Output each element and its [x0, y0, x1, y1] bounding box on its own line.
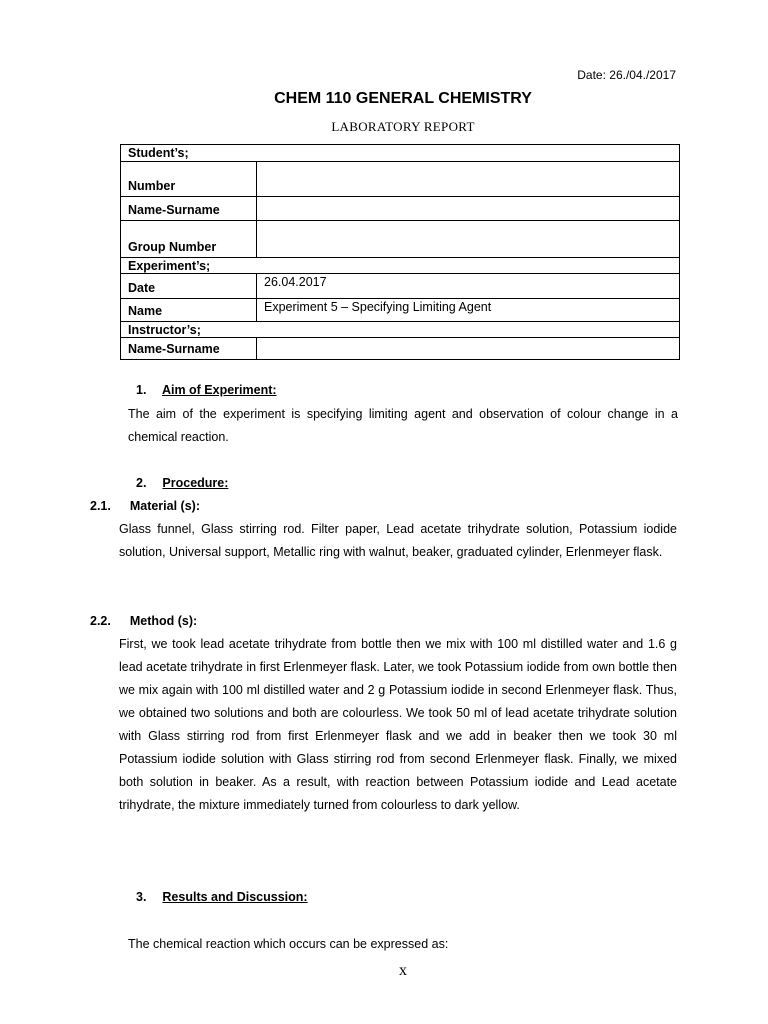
date-label: Date [121, 274, 257, 299]
experiments-label: Experiment’s; [121, 258, 680, 274]
aim-text: The aim of the experiment is specifying limiting agent and observation of colour change in a chemical reaction. [128, 407, 678, 444]
name-surname-label: Name-Surname [121, 197, 257, 221]
student-info-table [120, 144, 680, 360]
instructors-group-row [121, 322, 680, 338]
procedure-heading [136, 476, 228, 490]
group-number-value [257, 221, 680, 258]
footer-mark: x [399, 962, 407, 979]
method-text: First, we took lead acetate trihydrate from bottle then we mix with 100 ml distilled water and 1.6 g lead acetate trihydrate in first Erlenmeyer flask. Later, we took Potassium iodide from own bottle then we mix again with 100 ml distilled water and 2 g Potassium iodide in second Erlenmeyer flask. Thus, we obtained two solutions and both are colourless. We took 50 ml of lead acetate trihydrate solution with Glass stirring rod from first Erlenmeyer flask and we add in beaker then we took 30 ml Potassium iodide solution with Glass stirring rod from second Erlenmeyer flask. Finally, we mixed both solution in beaker. As a result, with reaction between Potassium iodide and Lead acetate trihydrate, the mixture immediately turned from colourless to dark yellow. [119, 637, 677, 812]
number-value [257, 162, 680, 197]
method-heading [90, 614, 197, 628]
experiment-name-value: Experiment 5 – Specifying Limiting Agent [257, 299, 680, 322]
procedure-number: 2. [136, 476, 147, 490]
group-number-row [121, 221, 680, 258]
number-label: Number [121, 162, 257, 197]
materials-number: 2.1. [90, 499, 111, 513]
report-subtitle: LABORATORY REPORT [331, 119, 475, 134]
results-title: Results and Discussion: [162, 890, 308, 904]
instructor-name-value [257, 338, 680, 360]
procedure-title: Procedure: [162, 476, 229, 490]
aim-title: Aim of Experiment: [161, 383, 277, 397]
method-title: Method (s): [129, 614, 198, 628]
materials-title: Material (s): [129, 499, 200, 513]
instructor-name-label: Name-Surname [121, 338, 257, 360]
results-text: The chemical reaction which occurs can be expressed as: [128, 937, 449, 951]
experiments-group-row [121, 258, 680, 274]
method-number: 2.2. [90, 614, 111, 628]
materials-text: Glass funnel, Glass stirring rod. Filter paper, Lead acetate trihydrate solution, Potassium iodide solution, Universal support, Metallic ring with walnut, beaker, graduated cylinder, Erlenmeyer flask. [119, 522, 677, 559]
group-number-label: Group Number [121, 221, 257, 258]
students-group-row [121, 145, 680, 162]
name-surname-value [257, 197, 680, 221]
results-heading [136, 890, 308, 904]
instructor-name-row [121, 338, 680, 360]
experiment-name-row [121, 299, 680, 322]
students-label: Student’s; [121, 145, 680, 162]
experiment-name-label: Name [121, 299, 257, 322]
date-value: 26.04.2017 [257, 274, 680, 299]
instructors-label: Instructor’s; [121, 322, 680, 338]
name-surname-row [121, 197, 680, 221]
date-row [121, 274, 680, 299]
materials-heading [90, 499, 200, 513]
report-date: Date: 26./04./2017 [577, 68, 676, 82]
course-title: CHEM 110 GENERAL CHEMISTRY [274, 90, 532, 107]
number-row [121, 162, 680, 197]
aim-number: 1. [136, 383, 147, 397]
results-number: 3. [136, 890, 147, 904]
aim-heading [136, 383, 277, 397]
